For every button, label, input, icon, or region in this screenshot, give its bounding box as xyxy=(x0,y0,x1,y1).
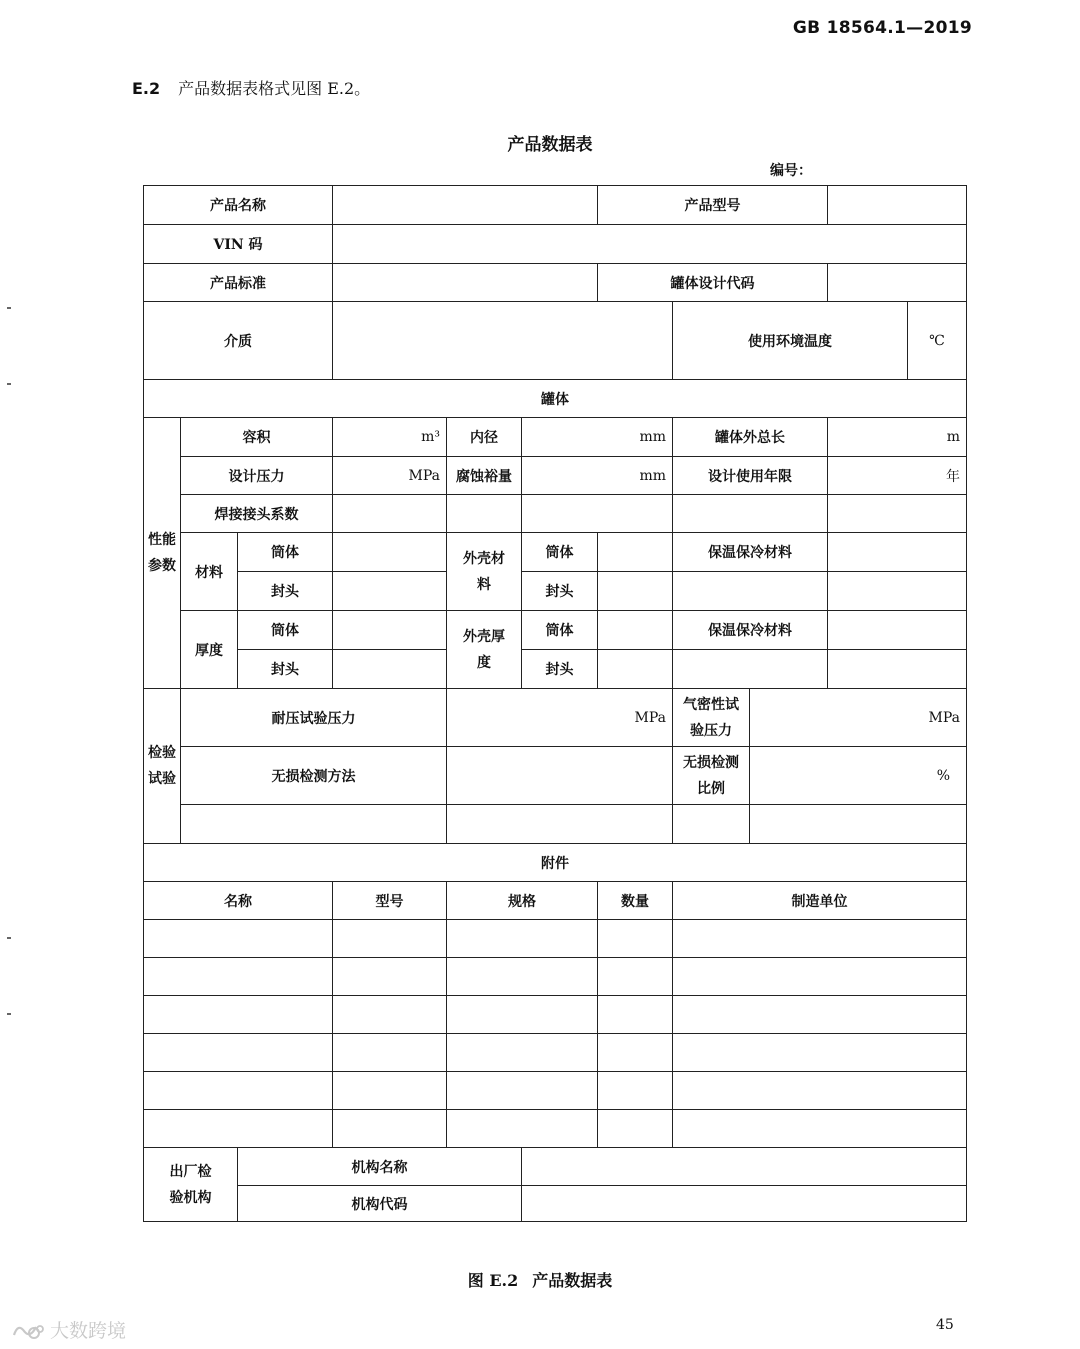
material-label: 材料 xyxy=(181,533,238,611)
org-code-label: 机构代码 xyxy=(238,1186,522,1222)
material-shell-label: 筒体 xyxy=(238,533,333,572)
row-material-shell xyxy=(144,533,967,572)
row-medium xyxy=(144,302,967,380)
acc-spec-cell[interactable] xyxy=(447,920,598,958)
thickness-head-value[interactable] xyxy=(333,650,447,689)
acc-model-cell[interactable] xyxy=(333,958,447,996)
tank-length-value[interactable]: m xyxy=(828,418,967,457)
inspection-test-label: 检验试验 xyxy=(144,689,181,844)
product-data-table xyxy=(143,185,967,1222)
inner-diameter-value[interactable]: mm xyxy=(522,418,673,457)
watermark-logo-icon xyxy=(10,1321,44,1343)
weld-coefficient-label: 焊接接头系数 xyxy=(181,495,333,533)
row-standard xyxy=(144,264,967,302)
weld-blank-2[interactable] xyxy=(522,495,673,533)
weld-blank-4[interactable] xyxy=(828,495,967,533)
row-ndt xyxy=(144,747,967,805)
acc-spec-header: 规格 xyxy=(447,882,598,920)
watermark xyxy=(10,1316,126,1343)
row-inspection-blank xyxy=(144,805,967,844)
acc-spec-cell[interactable] xyxy=(447,958,598,996)
acc-qty-cell[interactable] xyxy=(598,1072,673,1110)
weld-blank-1[interactable] xyxy=(447,495,522,533)
acc-maker-cell[interactable] xyxy=(673,1072,967,1110)
jacket-material-shell-value[interactable] xyxy=(598,533,673,572)
volume-label: 容积 xyxy=(181,418,333,457)
acc-model-cell[interactable] xyxy=(333,920,447,958)
table-row xyxy=(144,996,967,1034)
row-design-pressure xyxy=(144,457,967,495)
jacket-thickness-shell-value[interactable] xyxy=(598,611,673,650)
row-pressure-test xyxy=(144,689,967,747)
row-accessories-section xyxy=(144,844,967,882)
design-life-value[interactable]: 年 xyxy=(828,457,967,495)
clause-heading xyxy=(132,76,370,99)
org-code-value[interactable] xyxy=(522,1186,967,1222)
acc-maker-cell[interactable] xyxy=(673,1110,967,1148)
row-thickness-head xyxy=(144,650,967,689)
accessories-section-header: 附件 xyxy=(144,844,967,882)
acc-model-header: 型号 xyxy=(333,882,447,920)
thickness-label: 厚度 xyxy=(181,611,238,689)
tank-design-code-value[interactable] xyxy=(828,264,967,302)
standard-number: GB 18564.1—2019 xyxy=(792,18,972,38)
insulation-thickness-blank[interactable] xyxy=(673,650,828,689)
ambient-temp-unit[interactable]: ℃ xyxy=(908,302,967,380)
figure-number: 图 E.2 xyxy=(467,1271,519,1290)
tank-section-header: 罐体 xyxy=(144,380,967,418)
inspection-blank-1[interactable] xyxy=(181,805,447,844)
inspection-blank-2[interactable] xyxy=(447,805,673,844)
tank-length-label: 罐体外总长 xyxy=(673,418,828,457)
inner-diameter-label: 内径 xyxy=(447,418,522,457)
acc-name-header: 名称 xyxy=(144,882,333,920)
row-volume xyxy=(144,418,967,457)
leak-test-label: 气密性试验压力 xyxy=(673,689,750,747)
jacket-material-label: 外壳材料 xyxy=(447,533,522,611)
row-tank-section xyxy=(144,380,967,418)
row-thickness-shell xyxy=(144,611,967,650)
performance-params-label: 性能参数 xyxy=(144,418,181,689)
acc-name-cell[interactable] xyxy=(144,1072,333,1110)
acc-name-cell[interactable] xyxy=(144,1034,333,1072)
material-head-label: 封头 xyxy=(238,572,333,611)
watermark-text: 大数跨境 xyxy=(50,1320,127,1342)
acc-model-cell[interactable] xyxy=(333,1072,447,1110)
serial-label: 编号： xyxy=(770,163,812,179)
acc-name-cell[interactable] xyxy=(144,1110,333,1148)
acc-maker-cell[interactable] xyxy=(673,958,967,996)
pressure-test-label: 耐压试验压力 xyxy=(181,689,447,747)
thickness-shell-value[interactable] xyxy=(333,611,447,650)
acc-name-cell[interactable] xyxy=(144,958,333,996)
acc-qty-cell[interactable] xyxy=(598,1034,673,1072)
vin-label: VIN 码 xyxy=(144,225,333,264)
volume-value[interactable]: m³ xyxy=(333,418,447,457)
org-name-value[interactable] xyxy=(522,1148,967,1186)
acc-maker-cell[interactable] xyxy=(673,1034,967,1072)
product-model-value[interactable] xyxy=(828,186,967,225)
scan-mark xyxy=(7,937,11,939)
row-accessories-header xyxy=(144,882,967,920)
clause-number: E.2 xyxy=(132,79,161,98)
table-row xyxy=(144,1072,967,1110)
row-org-name xyxy=(144,1148,967,1186)
weld-blank-3[interactable] xyxy=(673,495,828,533)
product-name-label: 产品名称 xyxy=(144,186,333,225)
scan-mark xyxy=(7,1013,11,1015)
acc-spec-cell[interactable] xyxy=(447,1110,598,1148)
clause-text: 产品数据表格式见图 E.2。 xyxy=(178,79,371,98)
jacket-thickness-head-label: 封头 xyxy=(522,650,598,689)
thickness-head-label: 封头 xyxy=(238,650,333,689)
product-standard-value[interactable] xyxy=(333,264,598,302)
row-vin xyxy=(144,225,967,264)
weld-coefficient-value[interactable] xyxy=(333,495,447,533)
table-row xyxy=(144,920,967,958)
product-standard-label: 产品标准 xyxy=(144,264,333,302)
row-material-head xyxy=(144,572,967,611)
jacket-material-head-label: 封头 xyxy=(522,572,598,611)
leak-test-value[interactable]: MPa xyxy=(750,689,967,747)
jacket-thickness-shell-label: 筒体 xyxy=(522,611,598,650)
ambient-temp-label: 使用环境温度 xyxy=(673,302,908,380)
tank-design-code-label: 罐体设计代码 xyxy=(598,264,828,302)
design-pressure-value[interactable]: MPa xyxy=(333,457,447,495)
material-head-value[interactable] xyxy=(333,572,447,611)
insulation-material-label: 保温保冷材料 xyxy=(673,533,828,572)
figure-title: 产品数据表 xyxy=(532,1271,613,1290)
acc-qty-cell[interactable] xyxy=(598,958,673,996)
jacket-material-head-value[interactable] xyxy=(598,572,673,611)
inspection-blank-3[interactable] xyxy=(673,805,750,844)
medium-value[interactable] xyxy=(333,302,673,380)
inspection-blank-4[interactable] xyxy=(750,805,967,844)
vin-value[interactable] xyxy=(333,225,967,264)
insulation-material-blank[interactable] xyxy=(673,572,828,611)
jacket-thickness-label: 外壳厚度 xyxy=(447,611,522,689)
org-name-label: 机构名称 xyxy=(238,1148,522,1186)
acc-qty-cell[interactable] xyxy=(598,920,673,958)
product-name-value[interactable] xyxy=(333,186,598,225)
acc-qty-header: 数量 xyxy=(598,882,673,920)
form-title: 产品数据表 xyxy=(507,135,593,155)
row-org-code xyxy=(144,1186,967,1222)
pressure-test-value[interactable]: MPa xyxy=(447,689,673,747)
row-product-name xyxy=(144,186,967,225)
acc-qty-cell[interactable] xyxy=(598,996,673,1034)
acc-model-cell[interactable] xyxy=(333,1034,447,1072)
acc-qty-cell[interactable] xyxy=(598,1110,673,1148)
jacket-thickness-head-value[interactable] xyxy=(598,650,673,689)
design-pressure-label: 设计压力 xyxy=(181,457,333,495)
table-row xyxy=(144,958,967,996)
acc-spec-cell[interactable] xyxy=(447,996,598,1034)
acc-maker-header: 制造单位 xyxy=(673,882,967,920)
acc-maker-cell[interactable] xyxy=(673,996,967,1034)
factory-inspection-label: 出厂检验机构 xyxy=(144,1148,238,1222)
thickness-shell-label: 筒体 xyxy=(238,611,333,650)
acc-model-cell[interactable] xyxy=(333,996,447,1034)
table-row xyxy=(144,1110,967,1148)
acc-spec-cell[interactable] xyxy=(447,1072,598,1110)
ndt-ratio-value[interactable]: % xyxy=(750,747,967,805)
medium-label: 介质 xyxy=(144,302,333,380)
row-weld xyxy=(144,495,967,533)
insulation-thickness-value[interactable] xyxy=(828,611,967,650)
acc-maker-cell[interactable] xyxy=(673,920,967,958)
jacket-material-shell-label: 筒体 xyxy=(522,533,598,572)
scan-mark xyxy=(7,307,11,309)
scan-mark xyxy=(7,383,11,385)
ndt-method-value[interactable] xyxy=(447,747,673,805)
page-number: 45 xyxy=(936,1317,954,1333)
insulation-thickness-label: 保温保冷材料 xyxy=(673,611,828,650)
acc-name-cell[interactable] xyxy=(144,996,333,1034)
corrosion-allowance-label: 腐蚀裕量 xyxy=(447,457,522,495)
material-shell-value[interactable] xyxy=(333,533,447,572)
ndt-ratio-label: 无损检测比例 xyxy=(673,747,750,805)
insulation-material-blank-2[interactable] xyxy=(828,572,967,611)
acc-spec-cell[interactable] xyxy=(447,1034,598,1072)
acc-model-cell[interactable] xyxy=(333,1110,447,1148)
design-life-label: 设计使用年限 xyxy=(673,457,828,495)
corrosion-allowance-value[interactable]: mm xyxy=(522,457,673,495)
acc-name-cell[interactable] xyxy=(144,920,333,958)
ndt-method-label: 无损检测方法 xyxy=(181,747,447,805)
insulation-material-value[interactable] xyxy=(828,533,967,572)
insulation-thickness-blank-2[interactable] xyxy=(828,650,967,689)
figure-caption xyxy=(0,1268,1080,1291)
table-row xyxy=(144,1034,967,1072)
product-model-label: 产品型号 xyxy=(598,186,828,225)
